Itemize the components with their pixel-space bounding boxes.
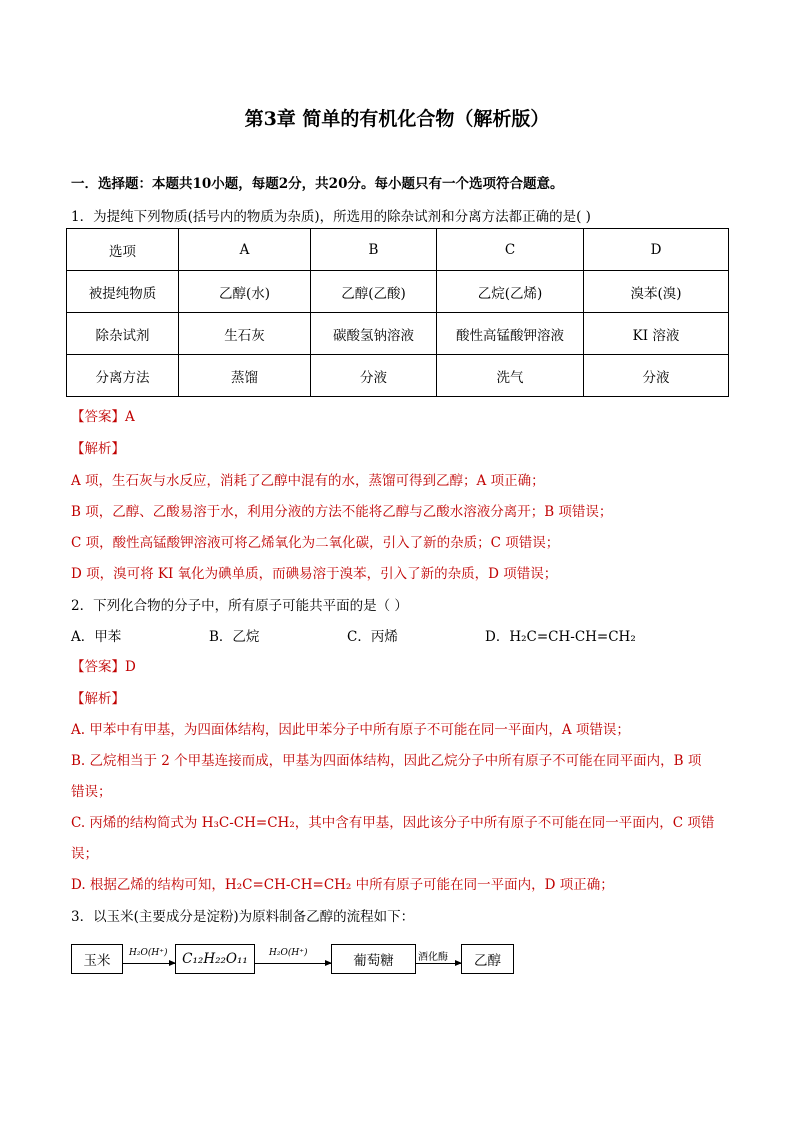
q2-analysis-line: 错误； [71,784,112,800]
q1-analysis-line: A 项，生石灰与水反应，消耗了乙醇中混有的水，蒸馏可得到乙醇；A 项正确； [71,473,545,489]
choice-c: C．丙烯 [347,629,398,645]
q2-analysis-tag: 【解析】 [71,691,125,707]
table-row [67,229,729,271]
answer-value: D [125,659,136,675]
table-cell: 分液 [311,355,437,397]
q3-flow-diagram [71,944,531,978]
section-heading: 一．选择题：本题共10小题，每题2分，共20分。每小题只有一个选项符合题意。 [71,176,564,192]
table-cell: 乙烷(乙烯) [437,271,584,313]
answer-value: A [125,409,135,425]
flow-node-glucose: 葡萄糖 [331,944,416,974]
table-cell: KI 溶液 [584,313,729,355]
table-row [67,271,729,313]
flow-arrow-label: 酒化酶 [418,952,448,963]
q2-answer [71,655,136,675]
flow-arrow [416,963,461,964]
q1-analysis-line: D 项，溴可将 KI 氧化为碘单质，而碘易溶于溴苯，引入了新的杂质，D 项错误； [71,566,558,582]
table-cell: 生石灰 [179,313,311,355]
table-header-cell: 选项 [67,229,179,271]
table-header-cell: D [584,229,729,271]
q2-analysis-line: C. 丙烯的结构简式为 H₃C-CH=CH₂，其中含有甲基，因此该分子中所有原子不可能在同一平面内，C 项错 [71,815,715,831]
q2-choices [71,625,636,645]
flow-arrow [123,963,175,964]
q1-stem: 1．为提纯下列物质(括号内的物质为杂质)，所选用的除杂试剂和分离方法都正确的是( ) [71,209,591,225]
answer-tag: 【答案】 [71,409,125,425]
q2-analysis-line: D. 根据乙烯的结构可知，H₂C=CH-CH=CH₂ 中所有原子可能在同一平面内，D 项正确； [71,877,614,893]
q1-analysis-line: C 项，酸性高锰酸钾溶液可将乙烯氧化为二氧化碳，引入了新的杂质；C 项错误； [71,535,560,551]
q2-analysis-line: 误； [71,846,98,862]
table-header-cell: A [179,229,311,271]
page-title: 第3章 简单的有机化合物（解析版） [244,108,550,130]
table-cell: 被提纯物质 [67,271,179,313]
flow-node-ethanol: 乙醇 [461,944,514,974]
table-cell: 乙醇(水) [179,271,311,313]
table-header-cell: B [311,229,437,271]
q2-stem: 2．下列化合物的分子中，所有原子可能共平面的是（ ） [71,598,408,614]
table-cell: 碳酸氢钠溶液 [311,313,437,355]
q3-stem: 3．以玉米(主要成分是淀粉)为原料制备乙醇的流程如下： [71,909,415,925]
q1-answer [71,405,135,425]
q2-analysis-line: B. 乙烷相当于 2 个甲基连接而成，甲基为四面体结构，因此乙烷分子中所有原子不可能在同平面内，B 项 [71,753,702,769]
q1-analysis-line: B 项，乙醇、乙酸易溶于水，利用分液的方法不能将乙醇与乙酸水溶液分离开；B 项错误； [71,504,613,520]
flow-arrow-label: H₂O(H⁺) [269,948,308,958]
flow-node-disaccharide: C₁₂H₂₂O₁₁ [175,944,255,974]
choice-d: D．H₂C=CH-CH=CH₂ [485,629,636,645]
q1-options-table [66,228,729,397]
q1-analysis-tag: 【解析】 [71,441,125,457]
q2-analysis-line: A. 甲苯中有甲基，为四面体结构，因此甲苯分子中所有原子不可能在同一平面内，A 项错误； [71,722,630,738]
flow-arrow-label: H₂O(H⁺) [129,948,168,958]
table-cell: 除杂试剂 [67,313,179,355]
table-cell: 蒸馏 [179,355,311,397]
flow-arrow [255,963,331,964]
choice-a: A．甲苯 [71,629,122,645]
table-row [67,355,729,397]
table-cell: 分液 [584,355,729,397]
table-cell: 分离方法 [67,355,179,397]
flow-node-corn: 玉米 [71,944,123,974]
table-row [67,313,729,355]
table-cell: 溴苯(溴) [584,271,729,313]
answer-tag: 【答案】 [71,659,125,675]
table-cell: 洗气 [437,355,584,397]
table-cell: 酸性高锰酸钾溶液 [437,313,584,355]
table-cell: 乙醇(乙酸) [311,271,437,313]
table-header-cell: C [437,229,584,271]
choice-b: B．乙烷 [209,629,260,645]
